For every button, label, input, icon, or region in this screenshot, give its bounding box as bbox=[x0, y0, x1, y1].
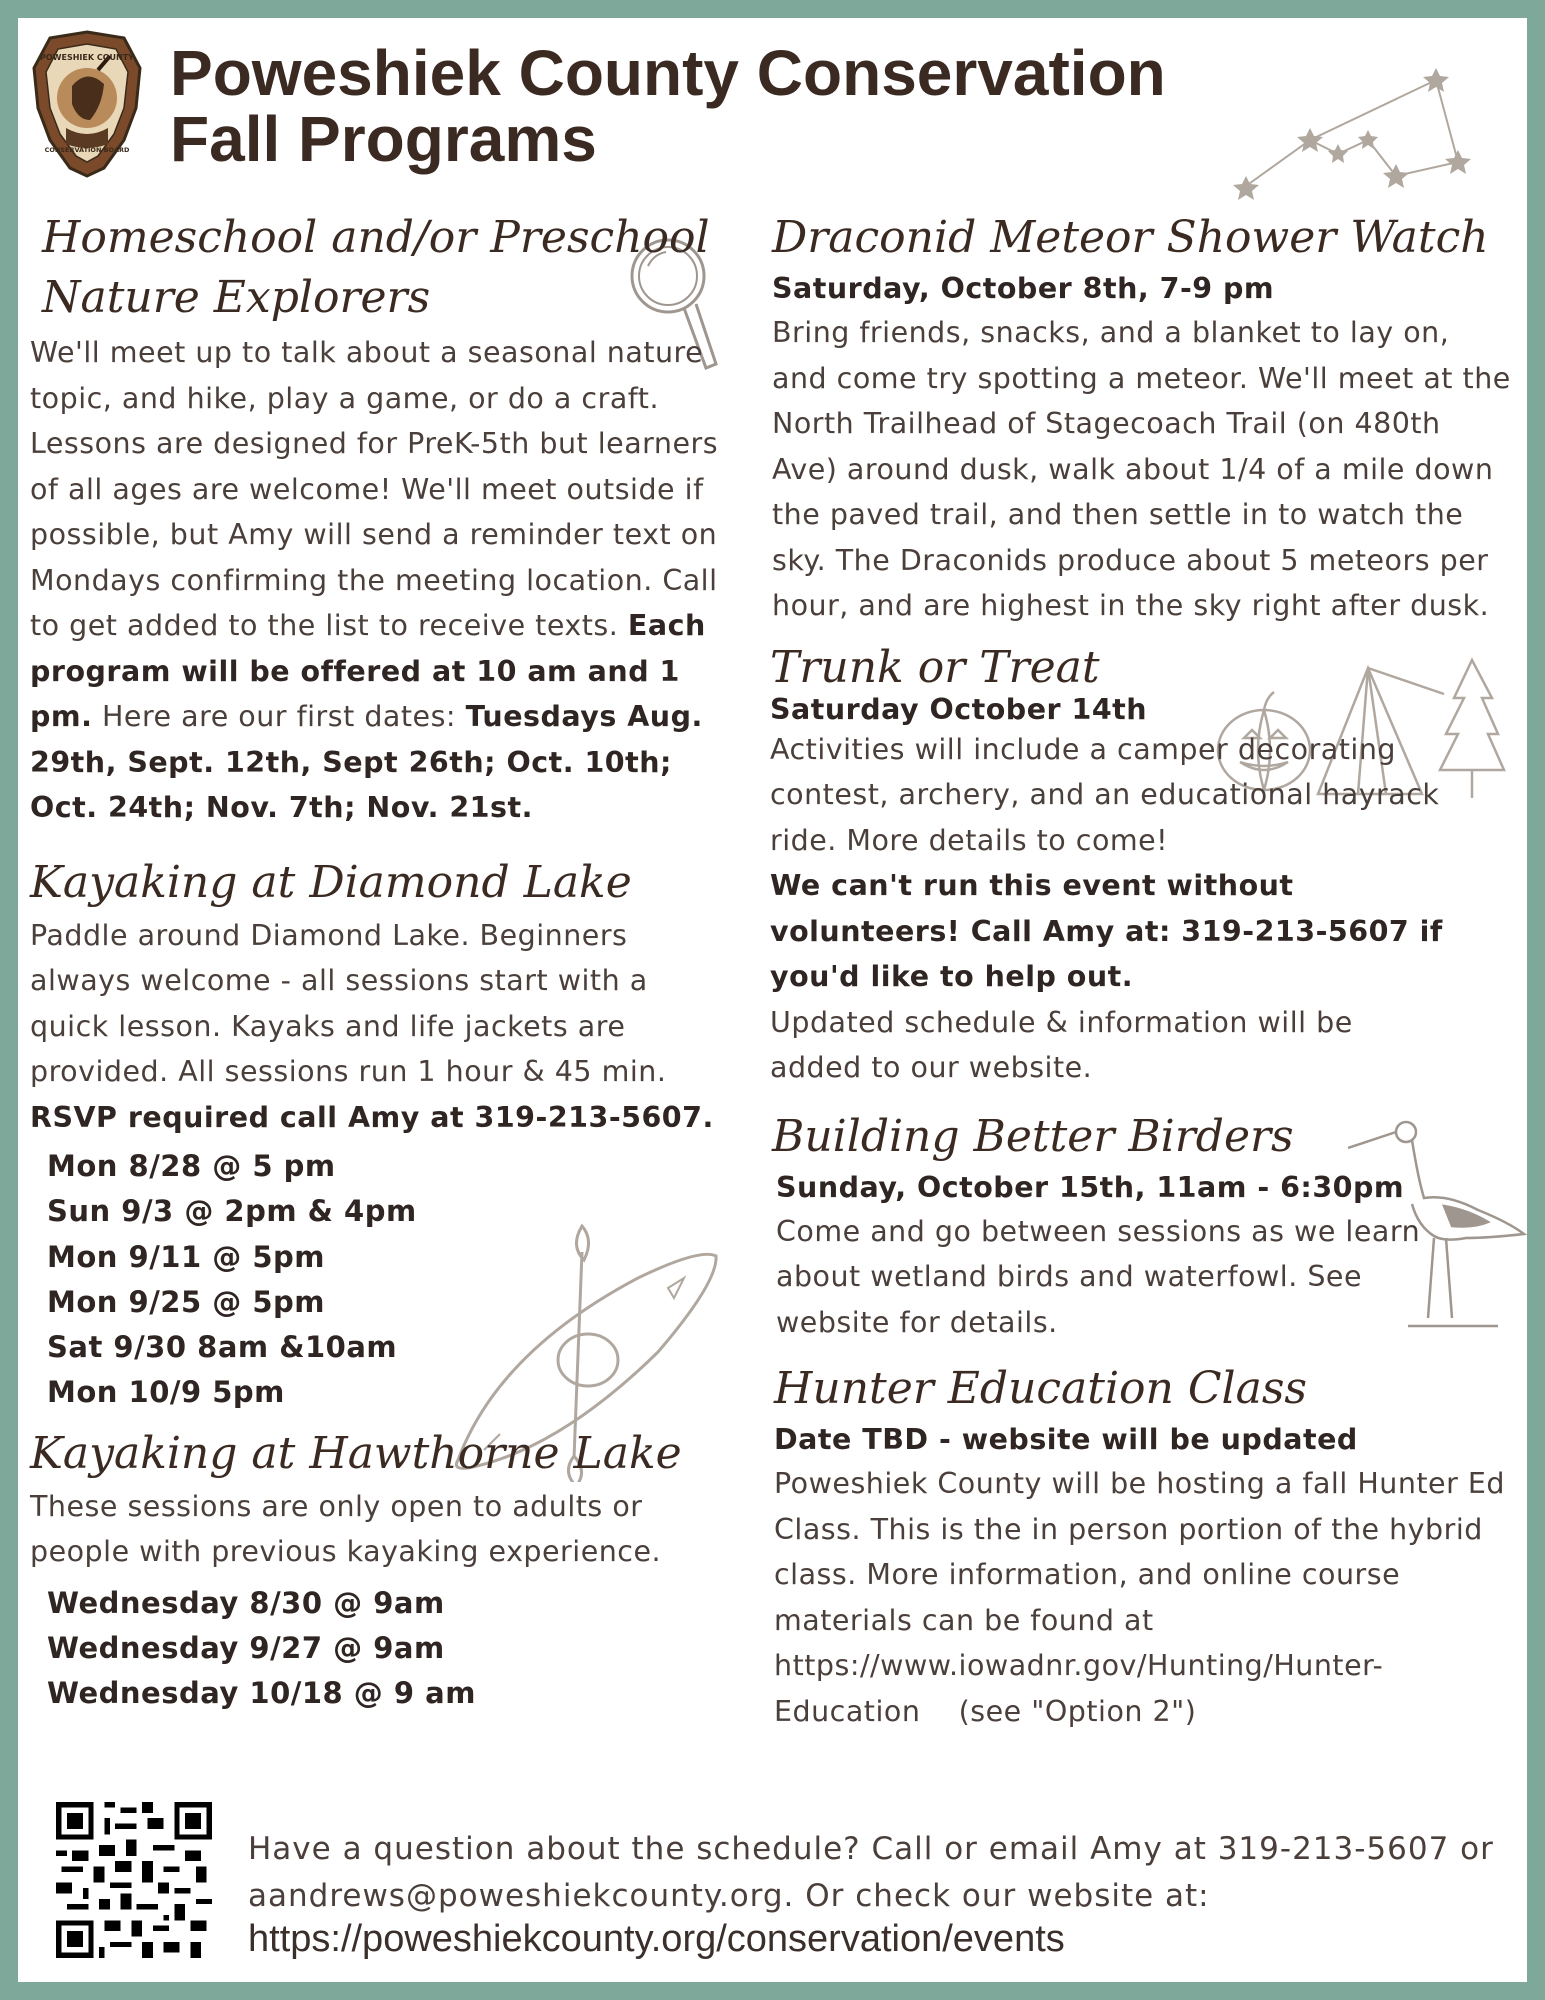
homeschool-dates: Tuesdays Aug. 29th, Sept. 12th, Sept 26th; Oct. 10th; Oct. 24th; Nov. 7th; Nov. 21st. bbox=[30, 700, 703, 824]
flyer-page bbox=[18, 18, 1527, 1982]
diamond-date-5: Sat 9/30 8am &10am bbox=[47, 1330, 398, 1365]
hunter-heading: Hunter Education Class bbox=[774, 1363, 1307, 1414]
diamond-date-1: Mon 8/28 @ 5 pm bbox=[47, 1149, 336, 1183]
title-line-1: Poweshiek County Conservation bbox=[170, 37, 1166, 109]
hawthorne-lake-section bbox=[30, 1424, 746, 1717]
birders-date: Sunday, October 15th, 11am - 6:30pm bbox=[776, 1170, 1405, 1204]
constellation-icon bbox=[1218, 58, 1518, 208]
diamond-lake-section bbox=[30, 853, 746, 1416]
diamond-lake-dates bbox=[30, 1144, 746, 1416]
diamond-date-6: Mon 10/9 5pm bbox=[47, 1375, 285, 1410]
qr-code-icon[interactable] bbox=[56, 1802, 212, 1958]
homeschool-dates-lead: Here are our first dates: bbox=[92, 700, 466, 733]
birders-section bbox=[770, 1107, 1530, 1346]
diamond-date-3: Mon 9/11 @ 5pm bbox=[47, 1239, 325, 1274]
diamond-lake-rsvp: RSVP required call Amy at 319-213-5607. bbox=[30, 1100, 714, 1134]
hawthorne-lake-heading: Kayaking at Hawthorne Lake bbox=[30, 1427, 682, 1479]
homeschool-heading-line-2: Nature Explorers bbox=[42, 272, 431, 323]
footer-website-link[interactable]: https://poweshiekcounty.org/conservation/events bbox=[248, 1918, 1065, 1960]
footer-contact-text: Have a question about the schedule? Call or email Amy at 319-213-5607 or aandrews@poweshiekcounty.org. Or check our website at: bbox=[248, 1831, 1494, 1914]
trunk-body: Activities will include a camper decorating contest, archery, and an educational hayrack ride. More details to come! bbox=[770, 732, 1440, 857]
page-title bbox=[170, 37, 1166, 175]
homeschool-section bbox=[30, 208, 746, 831]
birders-body: Come and go between sessions as we learn about wetland birds and waterfowl. See website for details. bbox=[776, 1214, 1421, 1339]
trunk-or-treat-section bbox=[770, 643, 1530, 1091]
trunk-date: Saturday October 14th bbox=[770, 692, 1148, 726]
draconid-heading: Draconid Meteor Shower Watch bbox=[772, 212, 1489, 263]
birders-heading: Building Better Birders bbox=[772, 1110, 1294, 1162]
logo-bottom-text: CONSERVATION BOARD bbox=[44, 146, 130, 154]
right-column bbox=[770, 208, 1530, 1734]
homeschool-body bbox=[30, 330, 746, 831]
hawthorne-lake-dates bbox=[30, 1581, 746, 1717]
draconid-body: Bring friends, snacks, and a blanket to lay on, and come try spotting a meteor. We'll meet at the North Trailhead of Stagecoach Trail (on 480th Ave) around dusk, walk about 1/4 of a mile down the paved trail, and then settle in to watch the sky. The Draconids produce about 5 meteors per hour, and are highest in the sky right after dusk. bbox=[772, 316, 1511, 622]
trunk-heading: Trunk or Treat bbox=[770, 641, 1100, 693]
conservation-board-logo bbox=[28, 28, 146, 178]
draconid-date: Saturday, October 8th, 7-9 pm bbox=[772, 272, 1275, 305]
hunter-date: Date TBD - website will be updated bbox=[774, 1423, 1358, 1456]
hawthorne-date-2: Wednesday 9/27 @ 9am bbox=[47, 1631, 445, 1666]
hawthorne-date-1: Wednesday 8/30 @ 9am bbox=[47, 1585, 445, 1620]
hawthorne-date-3: Wednesday 10/18 @ 9 am bbox=[47, 1676, 476, 1711]
hunter-body: Poweshiek County will be hosting a fall Hunter Ed Class. This is the in person portion of the hybrid class. More information, and online course materials can be found at https://www.iowadnr.gov/Hunting/Hunter-Education (see "Option 2") bbox=[774, 1467, 1515, 1728]
draconid-section bbox=[770, 208, 1530, 629]
left-column bbox=[30, 208, 746, 1717]
hawthorne-lake-body: These sessions are only open to adults or people with previous kayaking experience. bbox=[30, 1489, 662, 1569]
diamond-date-4: Mon 9/25 @ 5pm bbox=[47, 1284, 325, 1319]
diamond-lake-body: Paddle around Diamond Lake. Beginners always welcome - all sessions start with a quick lesson. Kayaks and life jackets are provided. All sessions run 1 hour & 45 min. bbox=[30, 918, 667, 1088]
diamond-date-2: Sun 9/3 @ 2pm & 4pm bbox=[47, 1194, 417, 1229]
homeschool-times: Each program will be offered at 10 am and 1 pm. bbox=[30, 609, 706, 733]
logo-top-text: POWESHIEK COUNTY bbox=[40, 53, 134, 62]
hunter-ed-section bbox=[770, 1359, 1530, 1734]
trunk-volunteers: We can't run this event without volunteers! Call Amy at: 319-213-5607 if you'd like to help out. bbox=[770, 869, 1443, 993]
trunk-update: Updated schedule & information will be added to our website. bbox=[770, 1005, 1353, 1084]
title-line-2: Fall Programs bbox=[170, 103, 597, 175]
diamond-lake-heading: Kayaking at Diamond Lake bbox=[30, 856, 632, 908]
homeschool-heading-line-1: Homeschool and/or Preschool bbox=[42, 212, 710, 263]
homeschool-intro: We'll meet up to talk about a seasonal nature topic, and hike, play a game, or do a craft. Lessons are designed for PreK-5th but learners of all ages are welcome! We'll meet outside if possible, but Amy will send a reminder text on Mondays confirming the meeting location. Call to get added to the list to receive texts. bbox=[30, 336, 719, 642]
